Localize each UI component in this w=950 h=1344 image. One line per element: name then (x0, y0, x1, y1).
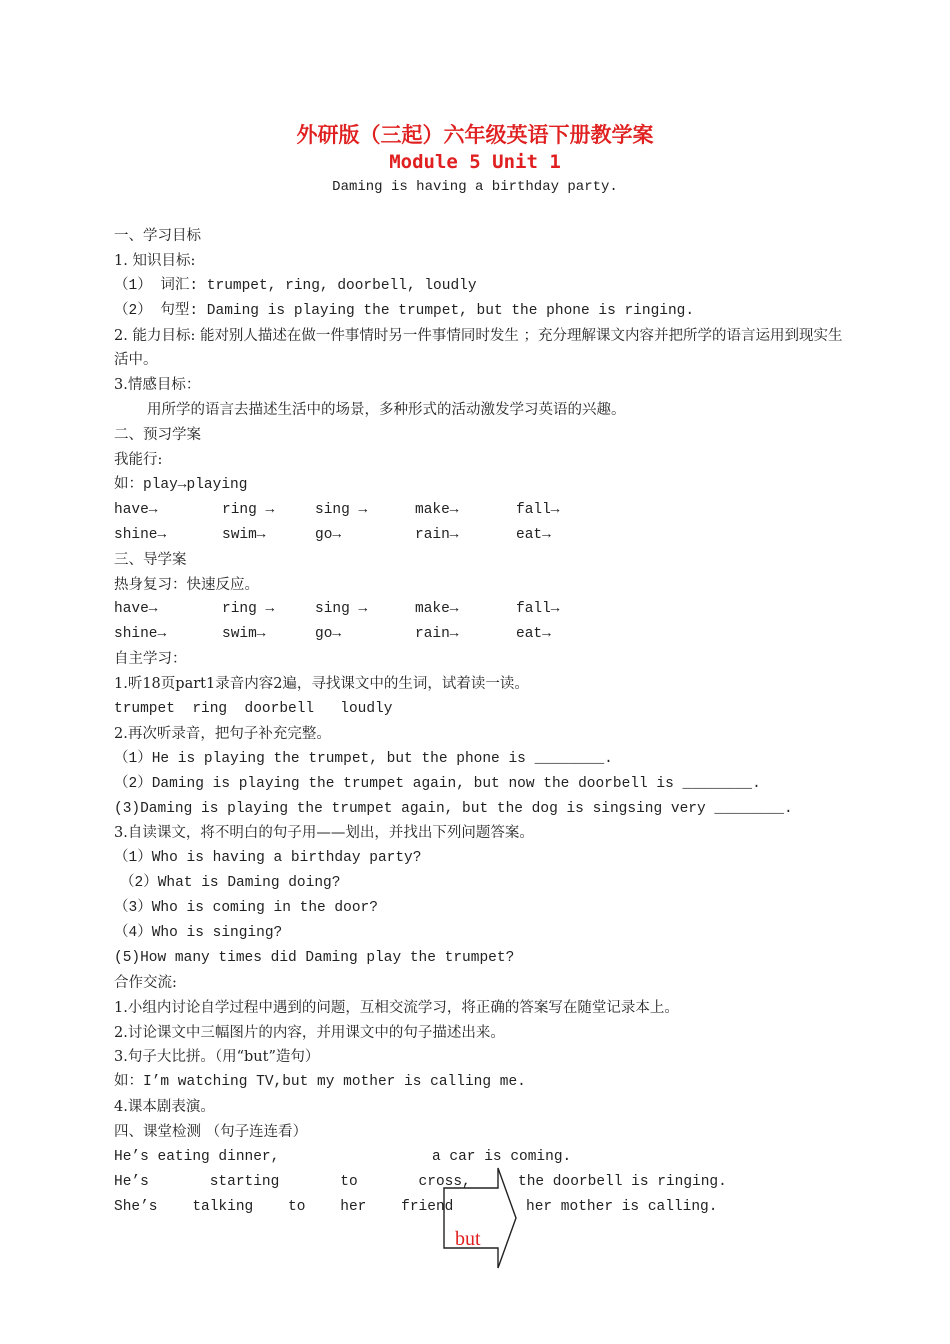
verb-cell: fall→ (516, 501, 560, 518)
verb-cell: shine→ (114, 526, 167, 543)
arrow-label: but (455, 1228, 481, 1250)
verb-row (114, 498, 844, 523)
verb-cell: fall→ (516, 601, 560, 618)
match-left-3: She’s talking to her friend (114, 1198, 454, 1215)
coop-task-4: 4.课本剧表演。 (114, 1099, 215, 1116)
can-do-label: 我能行: (114, 452, 163, 469)
verb-cell: make→ (415, 601, 459, 618)
coop-task-3: 3.句子大比拼。（用“but”造句） (114, 1049, 320, 1066)
module-title: Module 5 Unit 1 (389, 151, 561, 173)
match-left-1: He’s eating dinner, (114, 1148, 280, 1165)
verb-cell: go→ (315, 626, 342, 643)
lesson-subtitle: Daming is having a birthday party. (332, 179, 618, 195)
verb-cell: sing → (315, 601, 368, 618)
verb-cell: eat→ (516, 526, 551, 543)
cooperation-label: 合作交流: (114, 974, 177, 991)
verb-row (114, 597, 844, 622)
fill-blank-2: （2）Daming is playing the trumpet again, but now the doorbell is ________. (114, 775, 761, 792)
question-2: （2）What is Daming doing? (120, 875, 341, 892)
question-5: (5)How many times did Daming play the trumpet? (114, 949, 515, 966)
verb-cell: go→ (315, 526, 342, 543)
listen-task-1: 1.听18页part1录音内容2遍，寻找课文中的生词，试着读一读。 (114, 676, 529, 693)
verb-cell: swim→ (222, 526, 266, 543)
question-1: （1）Who is having a birthday party? (114, 850, 422, 867)
section-heading-guide: 三、导学案 (114, 551, 187, 568)
verb-cell: rain→ (415, 626, 459, 643)
match-right-3: her mother is calling. (526, 1198, 718, 1215)
verb-cell: swim→ (222, 626, 266, 643)
coop-task-1: 1.小组内讨论自学过程中遇到的问题，互相交流学习，将正确的答案写在随堂记录本上。 (114, 999, 679, 1016)
question-3: （3）Who is coming in the door? (114, 900, 378, 917)
ability-goal: 2. 能力目标: 能对别人描述在做一件事情时另一件事情同时发生 ；充分理解课文内容并把所学的语言运用到现实生活中。 (114, 327, 843, 369)
fill-blank-1: （1）He is playing the trumpet, but the phone is ________. (114, 750, 613, 767)
document-title: 外研版（三起）六年级英语下册教学案 (296, 122, 654, 147)
pattern-line: （2） 句型: Daming is playing the trumpet, but the phone is ringing. (114, 302, 695, 319)
read-task: 3.自读课文，将不明白的句子用——划出，并找出下列问题答案。 (114, 825, 534, 842)
verb-cell: eat→ (516, 626, 551, 643)
document-body (114, 224, 844, 1220)
section-heading-check: 四、课堂检测 （句子连连看） (114, 1124, 308, 1141)
match-left-2: He’s starting to cross, (114, 1173, 471, 1190)
verb-cell: have→ (114, 601, 158, 618)
match-right-2: the doorbell is ringing. (518, 1173, 727, 1190)
question-4: （4）Who is singing? (114, 924, 283, 941)
section-heading-goals: 一、学习目标 (114, 228, 201, 244)
verb-cell: ring → (222, 601, 275, 618)
verb-cell: have→ (114, 501, 158, 518)
example-line: 如：play→playing (114, 476, 248, 493)
emotion-goal: 3.情感目标： (114, 377, 201, 394)
knowledge-goal: 1. 知识目标: (114, 252, 196, 269)
new-words: trumpet ring doorbell loudly (114, 700, 393, 717)
self-study-label: 自主学习： (114, 651, 187, 668)
verb-cell: rain→ (415, 526, 459, 543)
vocab-line: （1） 词汇: trumpet, ring, doorbell, loudly (114, 277, 477, 294)
emotion-text: 用所学的语言去描述生活中的场景，多种形式的活动激发学习英语的兴趣。 (147, 402, 626, 419)
verb-row (114, 523, 844, 548)
verb-cell: ring → (222, 501, 275, 518)
listen-task-2: 2.再次听录音，把句子补充完整。 (114, 725, 331, 742)
coop-task-2: 2.讨论课文中三幅图片的内容，并用课文中的句子描述出来。 (114, 1024, 505, 1041)
verb-cell: shine→ (114, 626, 167, 643)
verb-row (114, 622, 844, 647)
match-right-1: a car is coming. (432, 1148, 572, 1165)
right-arrow-icon (440, 1166, 520, 1272)
section-heading-preview: 二、预习学案 (114, 427, 201, 444)
warmup-label: 热身复习：快速反应。 (114, 576, 259, 593)
coop-example: 如：I’m watching TV,but my mother is calling me. (114, 1074, 526, 1091)
verb-cell: make→ (415, 501, 459, 518)
verb-cell: sing → (315, 501, 368, 518)
fill-blank-3: (3)Daming is playing the trumpet again, but the dog is singsing very ________. (114, 800, 793, 817)
